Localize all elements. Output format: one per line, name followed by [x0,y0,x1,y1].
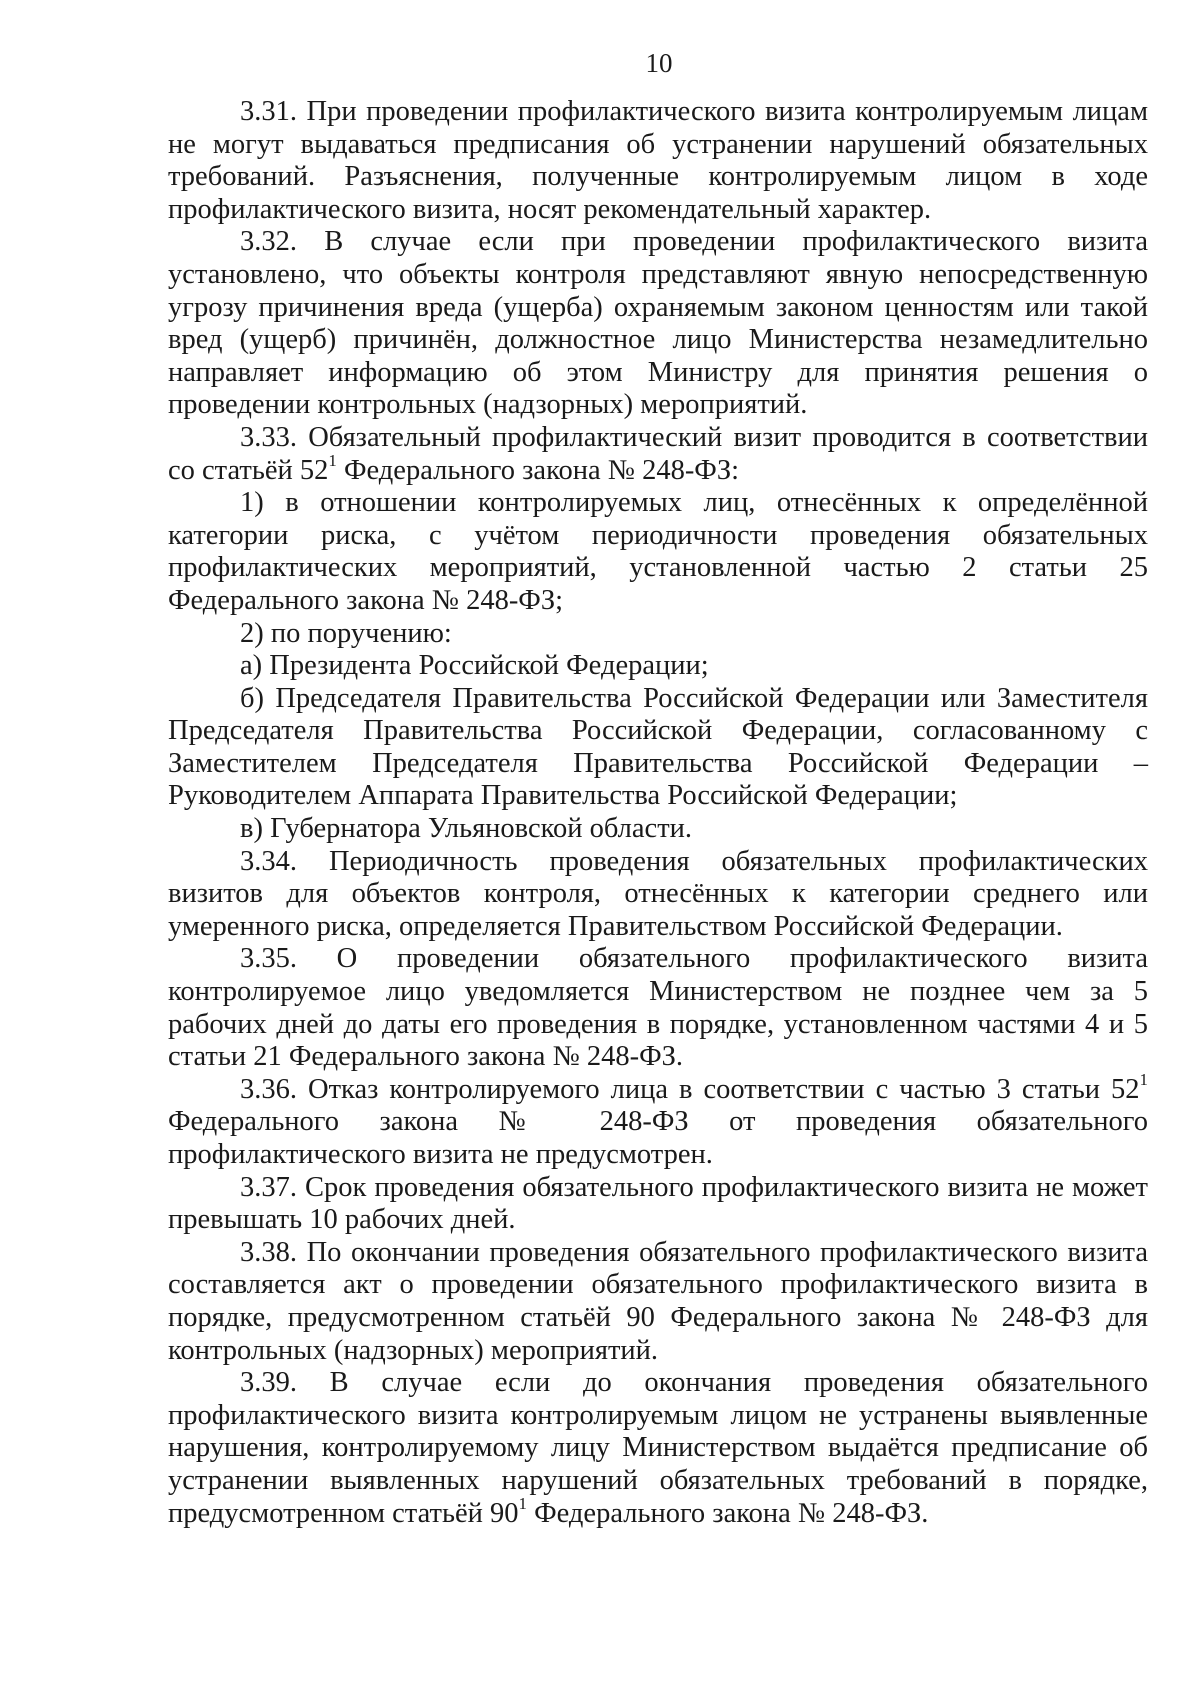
paragraph-3-33-item-2: 2) по поручению: [240,617,452,649]
paragraph-3-33: 3.33. Обязательный профилактический визит проводится в соответствии со статьёй $52^1$ Федерального закона № 248-ФЗ: [168,421,1148,486]
page-number: 10 [645,48,673,78]
paragraph-3-34: 3.34. Периодичность проведения обязательных профилактических визитов для объектов контроля, отнесённых к категории среднего или умеренного риска, определяется Правительством Российской Федерации. [168,845,1148,942]
document-body [168,96,1148,1530]
superscript: 1 [328,451,337,471]
paragraph-3-33-item-1: 1) в отношении контролируемых лиц, отнесённых к определённой категории риска, с учётом периодичности проведения обязательных профилактических мероприятий, установленной частью 2 статьи 25 Федерального закона № 248-ФЗ; [168,487,1148,616]
paragraph-3-33-item-2b: б) Председателя Правительства Российской Федерации или Заместителя Председателя Правительства Российской Федерации, согласованному с Заместителем Председателя Правительства Российской Федерации – Руководителем Аппарата Правительства Российской Федерации; [168,682,1148,812]
paragraph-3-32: 3.32. В случае если при проведении профилактического визита установлено, что объекты контроля представляют явную непосредственную угрозу причинения вреда (ущерба) охраняемым законом ценностям или такой вред (ущерб) причинён, должностное лицо Министерства незамедлительно направляет информацию об этом Министру для принятия решения о проведении контрольных (надзорных) мероприятий. [168,226,1148,421]
paragraph-3-36: 3.36. Отказ контролируемого лица в соответствии с частью 3 статьи $52^1$ Федерального закона № 248-ФЗ от проведения обязательного профилактического визита не предусмотрен. [168,1070,1148,1170]
superscript: 1 [1139,1070,1148,1090]
paragraph-3-37: 3.37. Срок проведения обязательного профилактического визита не может превышать 10 рабочих дней. [168,1171,1148,1236]
paragraph-3-31: 3.31. При проведении профилактического визита контролируемым лицам не могут выдаваться предписания об устранении нарушений обязательных требований. Разъяснения, полученные контролируемым лицом в ходе профилактического визита, носят рекомендательный характер. [168,96,1148,225]
paragraph-3-33-item-2v: в) Губернатора Ульяновской области. [240,813,693,845]
paragraph-3-35: 3.35. О проведении обязательного профилактического визита контролируемое лицо уведомляется Министерством не позднее чем за 5 рабочих дней до даты его проведения в порядке, установленном частями 4 и 5 статьи 21 Федерального закона № 248-ФЗ. [168,943,1148,1073]
paragraph-3-33-item-2a: а) Президента Российской Федерации; [240,650,709,682]
paragraph-3-38: 3.38. По окончании проведения обязательного профилактического визита составляется акт о проведении обязательного профилактического визита в порядке, предусмотренном статьёй 90 Федерального закона № 248-ФЗ для контрольных (надзорных) мероприятий. [168,1236,1148,1366]
superscript: 1 [518,1494,528,1514]
paragraph-3-39: 3.39. В случае если до окончания проведения обязательного профилактического визита контролируемым лицом не устранены выявленные нарушения, контролируемому лицу Министерством выдаётся предписание об устранении выявленных нарушений обязательных требований в порядке, предусмотренном статьёй $90^1$ Федерального закона № 248-ФЗ. [168,1367,1148,1529]
